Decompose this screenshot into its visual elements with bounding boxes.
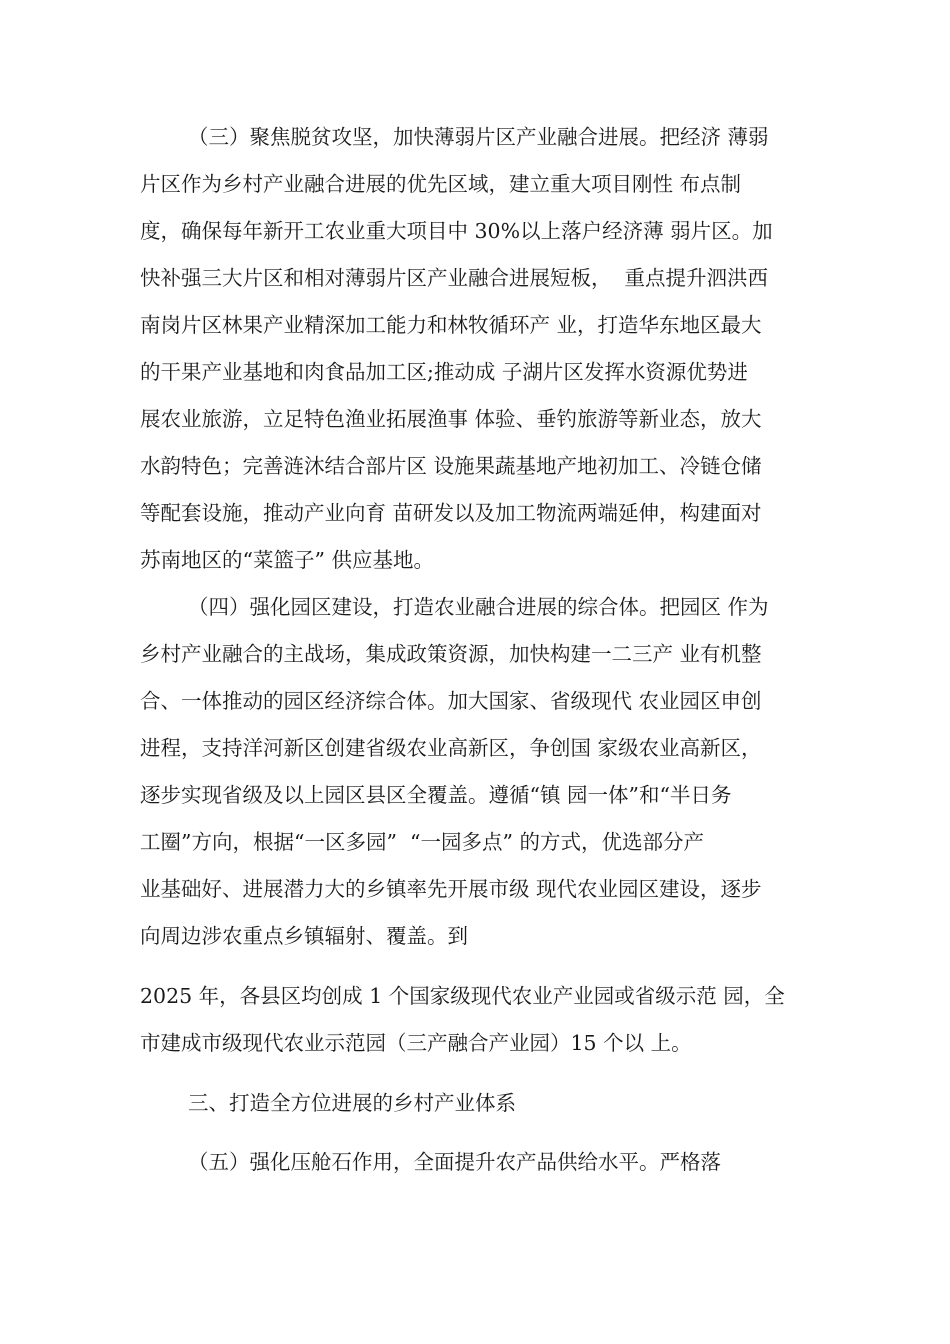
- para-4-line-2: 乡村产业融合的主战场，集成政策资源，加快构建一二三产 业有机整: [140, 642, 762, 666]
- para-2025-line-1: 2025 年，各县区均创成 1 个国家级现代农业产业园或省级示范 园，全: [140, 984, 785, 1008]
- para-3-line-6: 的干果产业基地和肉食品加工区;推动成 子湖片区发挥水资源优势进: [140, 360, 748, 384]
- para-4-line-1: （四）强化园区建设，打造农业融合进展的综合体。把园区 作为: [188, 595, 769, 619]
- para-3-line-8: 水韵特色；完善涟沐结合部片区 设施果蔬基地产地初加工、冷链仓储: [140, 454, 762, 478]
- para-3-line-9: 等配套设施，推动产业向育 苗研发以及加工物流两端延伸，构建面对: [140, 501, 762, 525]
- para-3-line-4: 快补强三大片区和相对薄弱片区产业融合进展短板， 重点提升泗洪西: [140, 266, 769, 290]
- para-5-line-1: （五）强化压舱石作用，全面提升农产品供给水平。严格落: [188, 1150, 721, 1174]
- para-3-line-2: 片区作为乡村产业融合进展的优先区域，建立重大项目刚性 布点制: [140, 172, 742, 196]
- para-3-line-7: 展农业旅游，立足特色渔业拓展渔事 体验、垂钓旅游等新业态，放大: [140, 407, 762, 431]
- para-4-line-4: 进程，支持洋河新区创建省级农业高新区，争创国 家级农业高新区，: [140, 736, 762, 760]
- para-3-line-10: 苏南地区的“菜篮子” 供应基地。: [140, 548, 434, 572]
- para-4-line-5: 逐步实现省级及以上园区县区全覆盖。遵循“镇 园一体”和“半日务: [140, 783, 732, 807]
- para-4-line-7: 业基础好、进展潜力大的乡镇率先开展市级 现代农业园区建设，逐步: [140, 877, 762, 901]
- para-2025-line-2: 市建成市级现代农业示范园（三产融合产业园）15 个以 上。: [140, 1031, 692, 1055]
- para-3-line-1: （三）聚焦脱贫攻坚，加快薄弱片区产业融合进展。把经济 薄弱: [188, 125, 769, 149]
- para-4-line-3: 合、一体推动的园区经济综合体。加大国家、省级现代 农业园区申创: [140, 689, 762, 713]
- para-3-line-5: 南岗片区林果产业精深加工能力和林牧循环产 业，打造华东地区最大: [140, 313, 762, 337]
- section-heading: 三、打造全方位进展的乡村产业体系: [188, 1091, 516, 1115]
- para-4-line-8: 向周边涉农重点乡镇辐射、覆盖。到: [140, 924, 468, 948]
- para-4-line-6: 工圈”方向，根据“一区多园” “一园多点” 的方式，优选部分产: [140, 830, 704, 854]
- para-3-line-3: 度，确保每年新开工农业重大项目中 30%以上落户经济薄 弱片区。加: [140, 219, 773, 243]
